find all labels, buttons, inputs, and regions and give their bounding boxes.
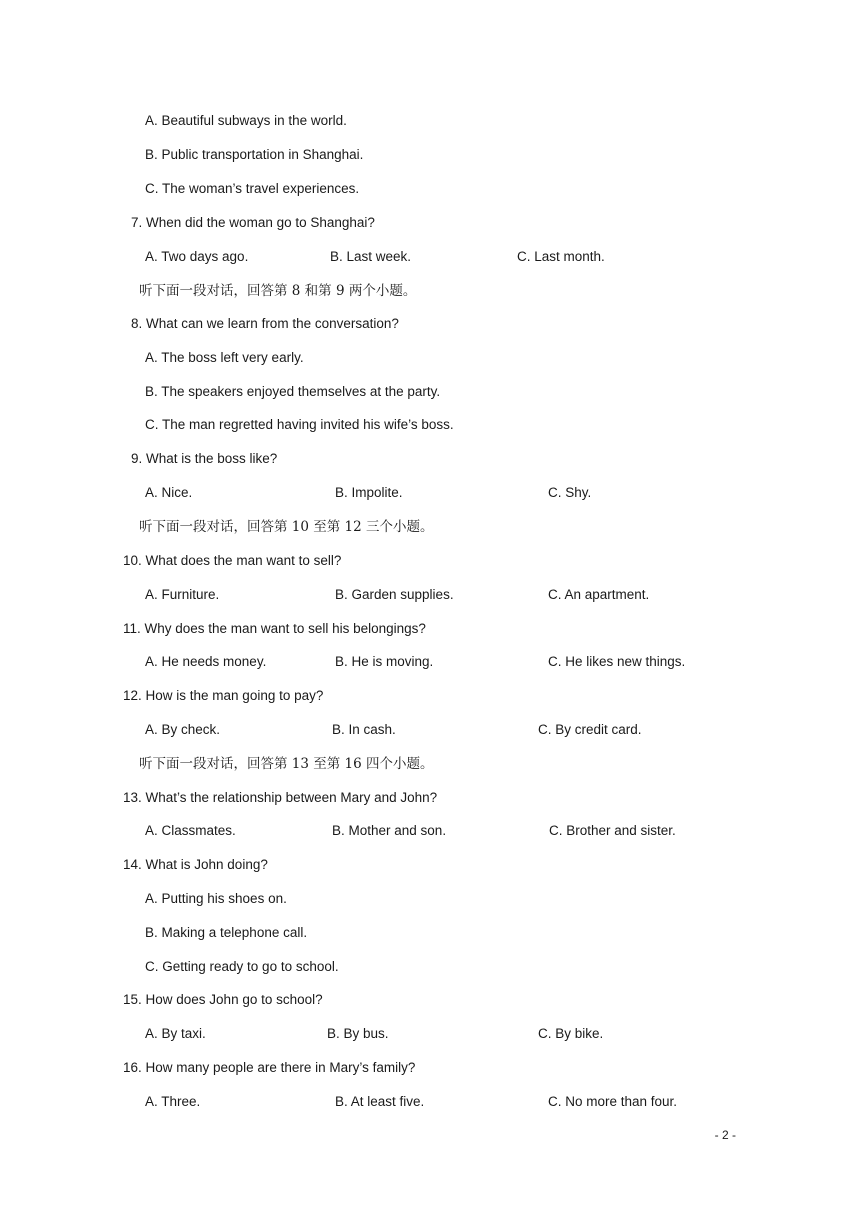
q15-question: 15. How does John go to school? <box>123 992 323 1007</box>
q16-option-b: B. At least five. <box>335 1094 425 1109</box>
q7-option-c: C. Last month. <box>517 249 605 264</box>
q13-question: 13. What’s the relationship between Mary and John? <box>123 790 438 805</box>
q15-option-c: C. By bike. <box>538 1026 604 1041</box>
q13-option-a: A. Classmates. <box>145 823 236 838</box>
q9-option-b: B. Impolite. <box>335 485 403 500</box>
q13-option-c: C. Brother and sister. <box>549 823 676 838</box>
q15-option-b: B. By bus. <box>327 1026 389 1041</box>
instruction-8-9: 听下面一段对话，回答第 8 和第 9 两个小题。 <box>139 283 417 299</box>
page-number: - 2 - <box>714 1128 736 1142</box>
q13-option-b: B. Mother and son. <box>332 823 447 838</box>
q14-option-b: B. Making a telephone call. <box>145 925 308 940</box>
q8-question: 8. What can we learn from the conversation? <box>131 316 399 331</box>
q11-option-c: C. He likes new things. <box>548 654 686 669</box>
instruction-10-12: 听下面一段对话，回答第 10 至第 12 三个小题。 <box>139 519 434 535</box>
q9-option-a: A. Nice. <box>145 485 193 500</box>
q14-question: 14. What is John doing? <box>123 857 268 872</box>
q12-option-b: B. In cash. <box>332 722 396 737</box>
q9-option-c: C. Shy. <box>548 485 592 500</box>
q11-option-b: B. He is moving. <box>335 654 434 669</box>
q12-option-c: C. By credit card. <box>538 722 642 737</box>
q10-question: 10. What does the man want to sell? <box>123 553 342 568</box>
q14-option-c: C. Getting ready to go to school. <box>145 959 339 974</box>
q16-question: 16. How many people are there in Mary’s family? <box>123 1060 416 1075</box>
q10-option-a: A. Furniture. <box>145 587 220 602</box>
q8-option-a: A. The boss left very early. <box>145 350 304 365</box>
q15-option-a: A. By taxi. <box>145 1026 206 1041</box>
q6-option-c: C. The woman’s travel experiences. <box>145 181 360 196</box>
q8-option-b: B. The speakers enjoyed themselves at the party. <box>145 384 441 399</box>
q7-option-a: A. Two days ago. <box>145 249 249 264</box>
q8-option-c: C. The man regretted having invited his wife’s boss. <box>145 417 454 432</box>
q6-option-b: B. Public transportation in Shanghai. <box>145 147 364 162</box>
q11-question: 11. Why does the man want to sell his belongings? <box>123 621 426 636</box>
q16-option-c: C. No more than four. <box>548 1094 678 1109</box>
q7-question: 7. When did the woman go to Shanghai? <box>131 215 375 230</box>
q7-option-b: B. Last week. <box>330 249 412 264</box>
q9-question: 9. What is the boss like? <box>131 451 278 466</box>
q12-option-a: A. By check. <box>145 722 221 737</box>
q6-option-a: A. Beautiful subways in the world. <box>145 113 347 128</box>
q10-option-b: B. Garden supplies. <box>335 587 454 602</box>
q11-option-a: A. He needs money. <box>145 654 267 669</box>
q14-option-a: A. Putting his shoes on. <box>145 891 287 906</box>
instruction-13-16: 听下面一段对话，回答第 13 至第 16 四个小题。 <box>139 756 434 772</box>
q16-option-a: A. Three. <box>145 1094 201 1109</box>
q10-option-c: C. An apartment. <box>548 587 650 602</box>
q12-question: 12. How is the man going to pay? <box>123 688 324 703</box>
